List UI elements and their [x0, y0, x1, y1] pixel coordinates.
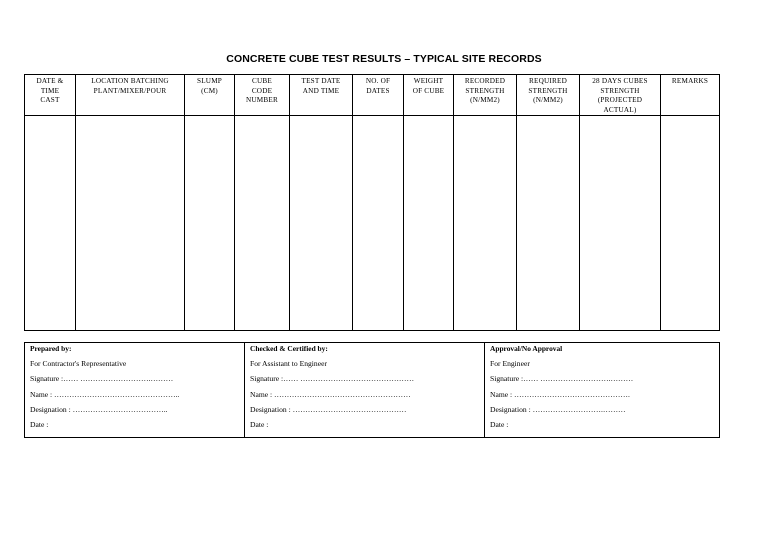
signoff-heading: Checked & Certified by: — [250, 344, 328, 353]
col-header-date-time-cast: DATE & TIME CAST — [25, 75, 76, 116]
col-header-test-date: TEST DATE AND TIME — [290, 75, 353, 116]
name-field[interactable]: Name : ……………………………………………… — [250, 389, 411, 399]
name-field[interactable]: Name : ………………………………………….. — [30, 389, 180, 399]
table-cell[interactable] — [235, 116, 290, 331]
table-cell[interactable] — [580, 116, 661, 331]
date-field[interactable]: Date : — [250, 420, 269, 430]
table-cell[interactable] — [404, 116, 454, 331]
approval-block — [485, 343, 720, 438]
signoff-role: For Engineer — [490, 359, 530, 368]
table-cell[interactable] — [76, 116, 185, 331]
col-header-no-of-dates: NO. OF DATES — [353, 75, 404, 116]
signature-field[interactable]: Signature :…… ……………………………………… — [250, 374, 415, 384]
signoff-role: For Assistant to Engineer — [250, 359, 327, 368]
col-header-recorded-strength: RECORDED STRENGTH (N/MM2) — [454, 75, 517, 116]
designation-field[interactable]: Designation : ……………………………….. — [30, 404, 168, 414]
col-header-required-strength: REQUIRED STRENGTH (N/MM2) — [517, 75, 580, 116]
col-header-slump: SLUMP (CM) — [185, 75, 235, 116]
col-header-cube-code: CUBE CODE NUMBER — [235, 75, 290, 116]
checked-certified-block — [245, 343, 485, 438]
col-header-remarks: REMARKS — [661, 75, 720, 116]
results-table — [24, 74, 720, 331]
table-cell[interactable] — [25, 116, 76, 331]
signoff-heading: Approval/No Approval — [490, 344, 563, 353]
signoff-heading: Prepared by: — [30, 344, 72, 353]
col-header-weight: WEIGHT OF CUBE — [404, 75, 454, 116]
name-field[interactable]: Name : ………………………………………. — [490, 389, 630, 399]
designation-field[interactable]: Designation : ……………………………………… — [250, 404, 407, 414]
header-row — [25, 75, 720, 116]
designation-field[interactable]: Designation : ……………………….……… — [490, 404, 626, 414]
page-title: CONCRETE CUBE TEST RESULTS – TYPICAL SITE RECORDS — [226, 53, 542, 65]
table-cell[interactable] — [517, 116, 580, 331]
signoff-table — [24, 342, 720, 438]
prepared-by-block — [25, 343, 245, 438]
signature-field[interactable]: Signature :…… ……………………….……… — [490, 374, 634, 384]
col-header-28-days-strength: 28 DAYS CUBES STRENGTH (PROJECTED ACTUAL) — [580, 75, 661, 116]
date-field[interactable]: Date : — [30, 420, 49, 430]
col-header-location: LOCATION BATCHING PLANT/MIXER/POUR — [76, 75, 185, 116]
table-cell[interactable] — [290, 116, 353, 331]
table-cell[interactable] — [353, 116, 404, 331]
table-row — [25, 116, 720, 331]
table-cell[interactable] — [661, 116, 720, 331]
signature-field[interactable]: Signature :…… ……………………….……… — [30, 374, 174, 384]
table-cell[interactable] — [185, 116, 235, 331]
table-cell[interactable] — [454, 116, 517, 331]
signoff-role: For Contractor's Representative — [30, 359, 127, 368]
date-field[interactable]: Date : — [490, 420, 509, 430]
